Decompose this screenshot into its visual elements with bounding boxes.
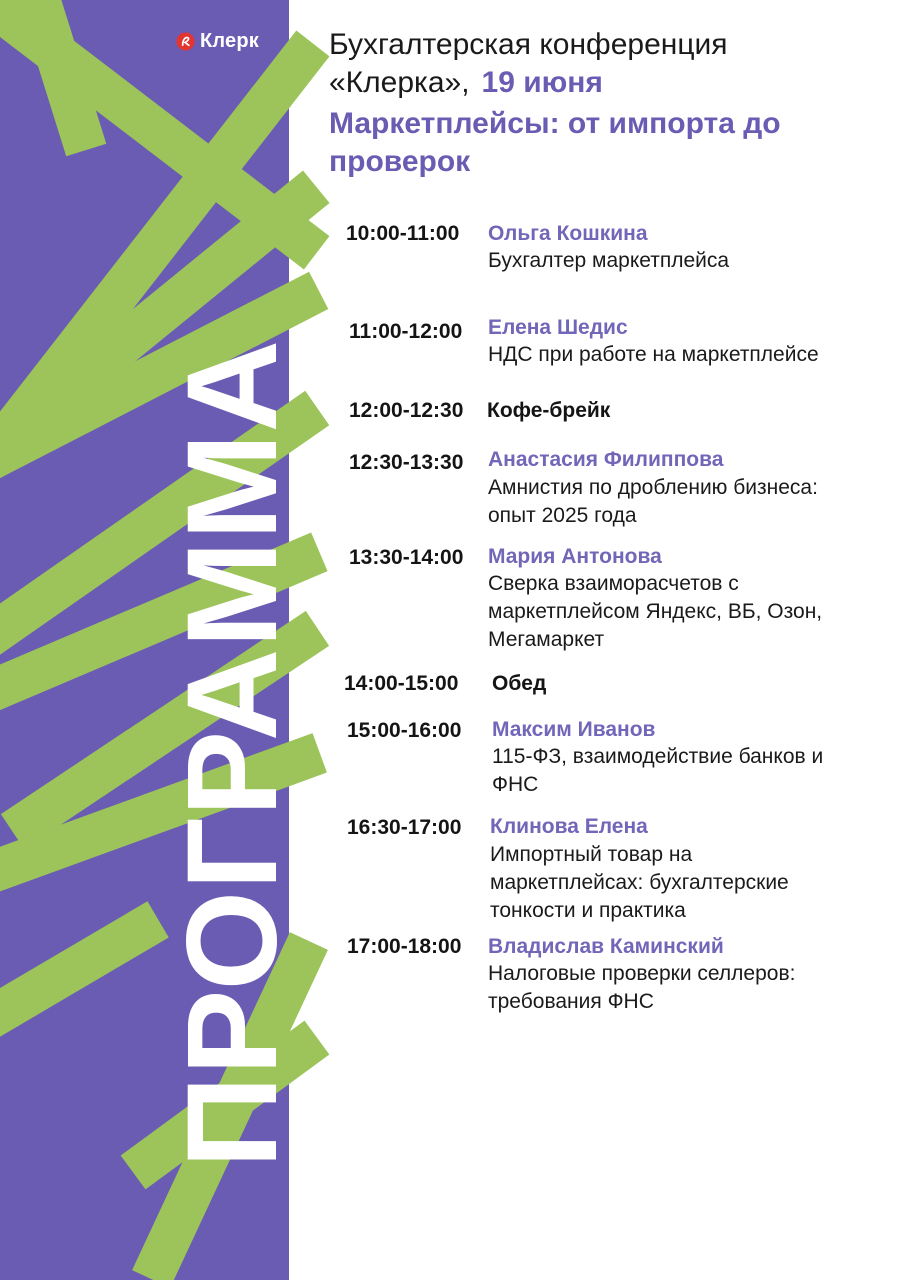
talk-topic: Импортный товар на маркетплейсах: бухгалтерские тонкости и практика	[490, 843, 789, 922]
speaker-name: Владислав Каминский	[488, 935, 724, 958]
logo-text: Клерк	[200, 30, 259, 52]
talk-topic: Сверка взаиморасчетов с маркетплейсом Яндекс, ВБ, Озон, Мегамаркет	[488, 572, 823, 651]
slot-time: 10:00-11:00	[346, 222, 460, 245]
speaker-name: Анастасия Филиппова	[488, 448, 724, 471]
slot-time: 12:00-12:30	[349, 399, 464, 422]
talk-topic: Бухгалтер маркетплейса	[488, 249, 730, 272]
talk-topic: НДС при работе на маркетплейсе	[488, 343, 819, 366]
speaker-name: Ольга Кошкина	[488, 222, 648, 245]
conference-header	[329, 26, 889, 181]
slot-time: 15:00-16:00	[347, 719, 462, 742]
talk-topic: Амнистия по дроблению бизнеса: опыт 2025 года	[488, 476, 818, 527]
conference-date: 19 июня	[481, 66, 603, 99]
slot-time: 13:30-14:00	[349, 546, 464, 569]
slot-time: 11:00-12:00	[349, 320, 463, 343]
klerk-logo	[176, 30, 259, 53]
decorative-sidebar	[0, 0, 304, 1280]
conference-name: «Клерка»,	[329, 66, 470, 99]
speaker-name: Клинова Елена	[490, 815, 648, 838]
slot-time: 16:30-17:00	[347, 816, 462, 839]
talk-topic: 115-ФЗ, взаимодействие банков и ФНС	[492, 745, 824, 796]
lunch-label: Обед	[492, 672, 547, 695]
conference-title-line2	[329, 64, 889, 102]
slot-time: 14:00-15:00	[344, 672, 459, 695]
program-vertical-title: ПРОГРАММА	[161, 338, 304, 1168]
slot-time: 12:30-13:30	[349, 451, 464, 474]
conference-subtitle	[329, 105, 889, 181]
speaker-name: Максим Иванов	[492, 718, 656, 741]
speaker-name: Елена Шедис	[488, 316, 628, 339]
subtitle-line1: Маркетплейсы: от импорта до	[329, 107, 781, 140]
talk-topic: Налоговые проверки селлеров: требования ФНС	[488, 962, 796, 1013]
subtitle-line2: проверок	[329, 145, 471, 178]
speaker-name: Мария Антонова	[488, 545, 662, 568]
klerk-logo-icon	[176, 32, 195, 51]
slot-time: 17:00-18:00	[347, 935, 462, 958]
conference-title-line1: Бухгалтерская конференция	[329, 28, 728, 61]
coffee-break-label: Кофе-брейк	[487, 399, 611, 422]
